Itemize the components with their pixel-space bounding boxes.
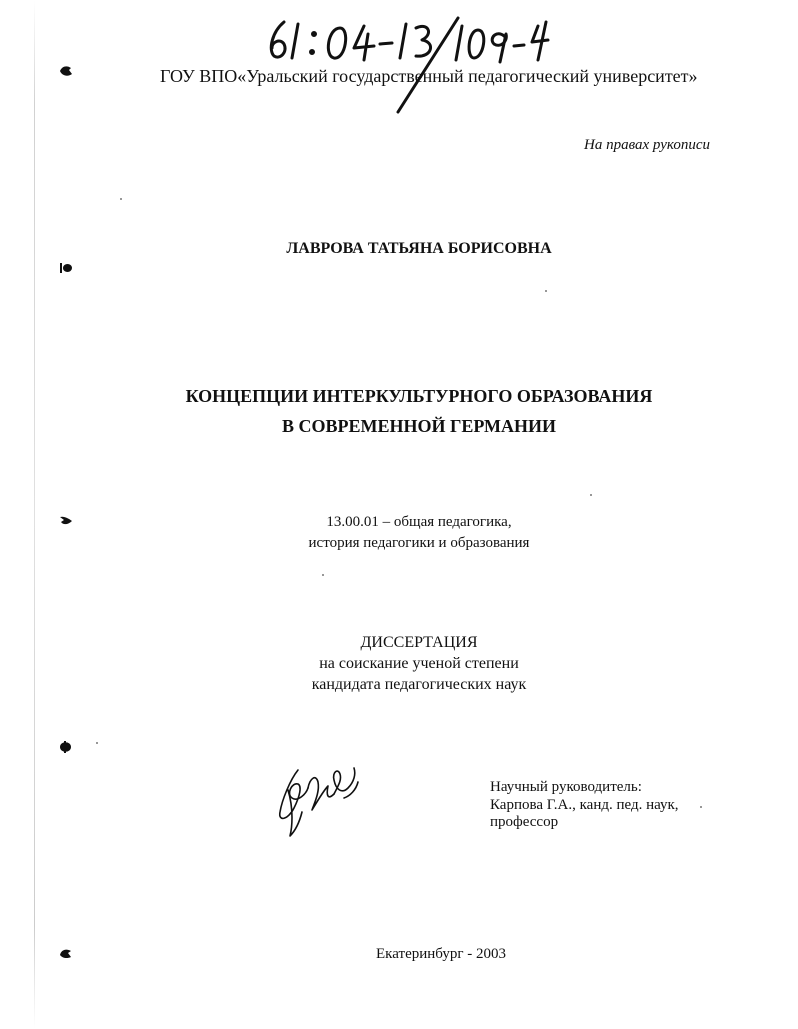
scan-speck (700, 806, 702, 808)
dissertation-title-line-2: В СОВРЕМЕННОЙ ГЕРМАНИИ (281, 416, 557, 436)
binding-hole-icon (58, 64, 74, 78)
specialty-line-2: история педагогики и образования (308, 535, 530, 551)
university-line: ГОУ ВПО«Уральский государственный педагогический университет» (160, 66, 698, 86)
advisor-label: Научный руководитель: (490, 779, 642, 795)
scan-speck (322, 574, 324, 576)
manuscript-rights-note: На правах рукописи (584, 137, 710, 153)
dissertation-title-line-1: КОНЦЕПЦИИ ИНТЕРКУЛЬТУРНОГО ОБРАЗОВАНИЯ (185, 386, 653, 406)
specialty-line-1: 13.00.01 – общая педагогика, (326, 514, 512, 530)
degree-line-2: кандидата педагогических наук (311, 676, 527, 693)
scan-speck (120, 198, 122, 200)
scan-speck (545, 290, 547, 292)
degree-line-1: на соискание ученой степени (319, 655, 519, 672)
city-year: Екатеринбург - 2003 (376, 946, 506, 962)
scan-speck (96, 742, 98, 744)
author-name: ЛАВРОВА ТАТЬЯНА БОРИСОВНА (286, 240, 552, 257)
advisor-title: профессор (490, 814, 559, 830)
author-signature (268, 750, 368, 840)
dissertation-label: ДИССЕРТАЦИЯ (360, 634, 478, 651)
binding-hole-icon (58, 261, 74, 275)
scan-speck (590, 494, 592, 496)
advisor-name: Карпова Г.А., канд. пед. наук, (490, 797, 679, 813)
binding-hole-icon (58, 740, 74, 754)
